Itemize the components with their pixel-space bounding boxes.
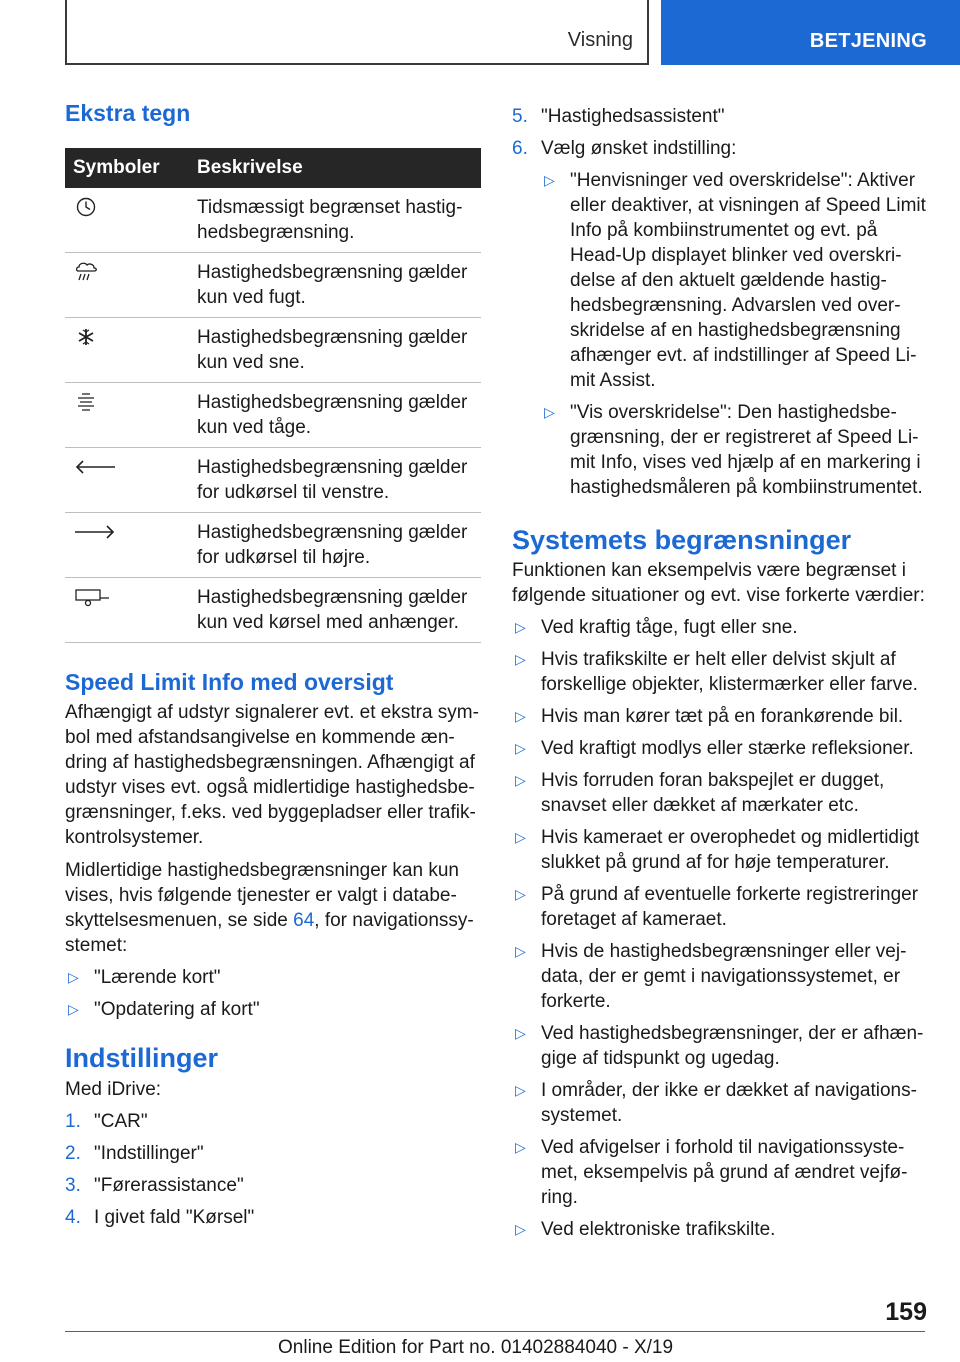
fog-icon <box>73 391 99 413</box>
settings-steps-left <box>65 1109 481 1230</box>
row-desc-line1: Hastighedsbegrænsning gælder <box>197 586 468 608</box>
footer-divider <box>65 1331 925 1332</box>
list-item <box>512 939 932 1014</box>
triangle-bullet-icon: ▷ <box>515 1082 526 1099</box>
overview-heading: Speed Limit Info med oversigt <box>65 668 394 695</box>
row-desc-line1: Hastighedsbegrænsning gælder <box>197 521 468 543</box>
symbols-table <box>65 148 481 643</box>
row-desc-line2: kun ved tåge. <box>197 416 312 438</box>
settings-steps-right <box>512 104 932 161</box>
list-item <box>65 1173 481 1198</box>
step-number: 4. <box>65 1206 81 1228</box>
limitations-heading: Systemets begrænsninger <box>512 525 852 555</box>
snowflake-icon <box>73 326 99 348</box>
list-item-text: Hvis de hastighedsbegrænsninger eller vej-data, der er gemt i navigationssystemet, er forkerte. <box>541 941 907 1013</box>
list-item <box>512 104 932 129</box>
triangle-bullet-icon: ▷ <box>68 1001 79 1018</box>
triangle-bullet-icon: ▷ <box>515 943 526 960</box>
list-item <box>512 1135 932 1210</box>
page-reference-link[interactable]: 64 <box>293 910 315 932</box>
row-desc-line2: kun ved kørsel med anhænger. <box>197 611 459 633</box>
list-item <box>512 704 932 729</box>
triangle-bullet-icon: ▷ <box>515 1221 526 1238</box>
step-text: "Hastighedsassistent" <box>541 106 725 127</box>
row-desc-line2: hedsbegrænsning. <box>197 221 355 243</box>
row-desc-line2: for udkørsel til venstre. <box>197 481 390 503</box>
triangle-bullet-icon: ▷ <box>515 772 526 789</box>
table-row <box>65 318 481 383</box>
overview-p2-text-end: , for navigationssy-stemet: <box>65 910 474 957</box>
triangle-bullet-icon: ▷ <box>515 1025 526 1042</box>
step-text: "Førerassistance" <box>94 1174 244 1196</box>
limitations-list <box>512 615 932 1242</box>
arrow-left-icon <box>73 456 117 478</box>
row-desc-line1: Hastighedsbegrænsning gælder <box>197 456 468 478</box>
rain-icon <box>73 261 99 283</box>
table-row <box>65 578 481 643</box>
triangle-bullet-icon: ▷ <box>515 651 526 668</box>
list-item <box>512 1021 932 1071</box>
list-item-text: Ved hastighedsbegrænsninger, der er afhæn-gige af tidspunkt og ugedag. <box>541 1023 924 1070</box>
row-desc-line1: Hastighedsbegrænsning gælder <box>197 261 468 283</box>
row-desc-line1: Hastighedsbegrænsning gælder <box>197 326 468 348</box>
list-item <box>65 1109 481 1134</box>
step-text: "Indstillinger" <box>94 1142 204 1164</box>
footer-edition: Online Edition for Part no. 01402884040 - X/19 <box>278 1337 674 1358</box>
triangle-bullet-icon: ▷ <box>515 708 526 725</box>
step-number: 5. <box>512 106 528 127</box>
clock-icon <box>73 196 99 218</box>
services-list <box>65 965 481 1022</box>
limitations-intro: Funktionen kan eksempelvis være begrænset i følgende situationer og evt. vise forkerte værdier: <box>512 560 925 607</box>
list-item-text: "Lærende kort" <box>94 967 221 989</box>
list-item <box>512 736 932 761</box>
header-section-label: Visning <box>567 29 633 51</box>
row-desc-line1: Tidsmæssigt begrænset hastig- <box>197 196 463 218</box>
triangle-bullet-icon: ▷ <box>515 886 526 903</box>
list-item <box>512 882 932 932</box>
list-item-text: "Vis overskridelse": Den hastighedsbe-grænsning, der er registreret af Speed Li-mit Info, vises ved hjælp af en markering i hastighedsmåleren på kombiinstrumentet. <box>570 402 923 498</box>
header-chapter-tab <box>661 0 960 65</box>
list-item <box>512 825 932 875</box>
table-row <box>65 383 481 448</box>
triangle-bullet-icon: ▷ <box>515 829 526 846</box>
triangle-bullet-icon: ▷ <box>68 969 79 986</box>
list-item-text: Hvis forruden foran bakspejlet er dugget, snavset eller dækket af mærkater etc. <box>541 770 885 817</box>
trailer-icon <box>73 586 113 608</box>
list-item-text: Hvis trafikskilte er helt eller delvist skjult af forskellige objekter, klistermærker eller farve. <box>541 649 918 696</box>
list-item-text: "Henvisninger ved overskridelse": Aktiver eller deaktiver, at visningen af Speed Limit Info på kombiinstrumentet og evt. på Head-Up displayet blinker ved overskri-delse af den aktuelt gældende hastig-hedsbegrænsning. Advarslen ved over-skridelse af en hastighedsbegrænsning afhænger evt. af indstillinger af Speed Li-mit Assist. <box>570 170 926 391</box>
list-item <box>512 136 932 161</box>
step-text: "CAR" <box>94 1110 148 1132</box>
header-chapter-label: BETJENING <box>809 30 927 52</box>
list-item <box>512 1078 932 1128</box>
right-column <box>512 100 932 1242</box>
table-row <box>65 448 481 513</box>
list-item <box>512 647 932 697</box>
triangle-bullet-icon: ▷ <box>544 404 555 420</box>
row-desc-line2: kun ved sne. <box>197 351 305 373</box>
list-item-text: Ved afvigelser i forhold til navigationssyste-met, eksempelvis på grund af ændret vejfø-ring. <box>541 1137 908 1209</box>
list-item-text: Ved elektroniske trafikskilte. <box>541 1219 776 1241</box>
list-item <box>512 1217 932 1242</box>
list-item <box>541 168 932 393</box>
step-number: 2. <box>65 1142 81 1164</box>
settings-heading: Indstillinger <box>65 1043 219 1074</box>
overview-paragraph-1: Afhængigt af udstyr signalerer evt. et ekstra sym-bol med afstandsangivelse en kommende æn-dring af hastighedsbegrænsningen. Afhængigt af udstyr vises evt. også midlertidige hastighedsbe-grænsninger, f.eks. ved byggepladser eller trafik-kontrolsystemer. <box>65 702 479 849</box>
list-item <box>512 615 932 640</box>
list-item <box>541 400 932 500</box>
triangle-bullet-icon: ▷ <box>515 740 526 757</box>
table-row <box>65 513 481 578</box>
list-item-text: Ved kraftigt modlys eller stærke refleksioner. <box>541 738 914 760</box>
list-item <box>512 768 932 818</box>
list-item-text: På grund af eventuelle forkerte registreringer foretaget af kameraet. <box>541 884 919 931</box>
settings-options-list <box>541 168 932 500</box>
list-item-text: Hvis man kører tæt på en forankørende bil. <box>541 706 904 728</box>
row-desc-line2: kun ved fugt. <box>197 286 306 308</box>
left-column <box>65 100 481 1230</box>
extra-signs-heading: Ekstra tegn <box>65 100 191 126</box>
row-desc-line1: Hastighedsbegrænsning gælder <box>197 391 468 413</box>
settings-intro: Med iDrive: <box>65 1078 162 1100</box>
list-item-text: "Opdatering af kort" <box>94 999 260 1021</box>
list-item-text: I områder, der ikke er dækket af navigations-systemet. <box>541 1080 917 1127</box>
step-number: 3. <box>65 1174 81 1196</box>
page-number: 159 <box>885 1298 927 1326</box>
header-section-tab <box>65 0 649 65</box>
table-row <box>65 188 481 253</box>
table-row <box>65 253 481 318</box>
list-item <box>65 1205 481 1230</box>
triangle-bullet-icon: ▷ <box>544 172 555 188</box>
list-item-text: Hvis kameraet er overophedet og midlertidigt slukket på grund af for høje temperaturer. <box>541 827 920 874</box>
arrow-right-icon <box>73 521 117 543</box>
overview-p2-text: Midlertidige hastighedsbegrænsninger kan kun vises, hvis følgende tjenester er valgt i databe-skyttelsesmenuen, se side <box>65 860 459 932</box>
list-item <box>65 965 481 990</box>
triangle-bullet-icon: ▷ <box>515 619 526 636</box>
step-number: 1. <box>65 1110 81 1132</box>
list-item-text: Ved kraftig tåge, fugt eller sne. <box>541 617 798 639</box>
triangle-bullet-icon: ▷ <box>515 1139 526 1156</box>
overview-paragraph-2 <box>65 858 481 958</box>
col-symbols-header: Symboler <box>73 156 160 178</box>
list-item <box>65 997 481 1022</box>
col-description-header: Beskrivelse <box>197 156 303 178</box>
list-item <box>65 1141 481 1166</box>
row-desc-line2: for udkørsel til højre. <box>197 546 371 568</box>
step-text: Vælg ønsket indstilling: <box>541 138 737 159</box>
table-header <box>65 148 481 188</box>
step-text: I givet fald "Kørsel" <box>94 1206 255 1228</box>
step-number: 6. <box>512 138 528 159</box>
